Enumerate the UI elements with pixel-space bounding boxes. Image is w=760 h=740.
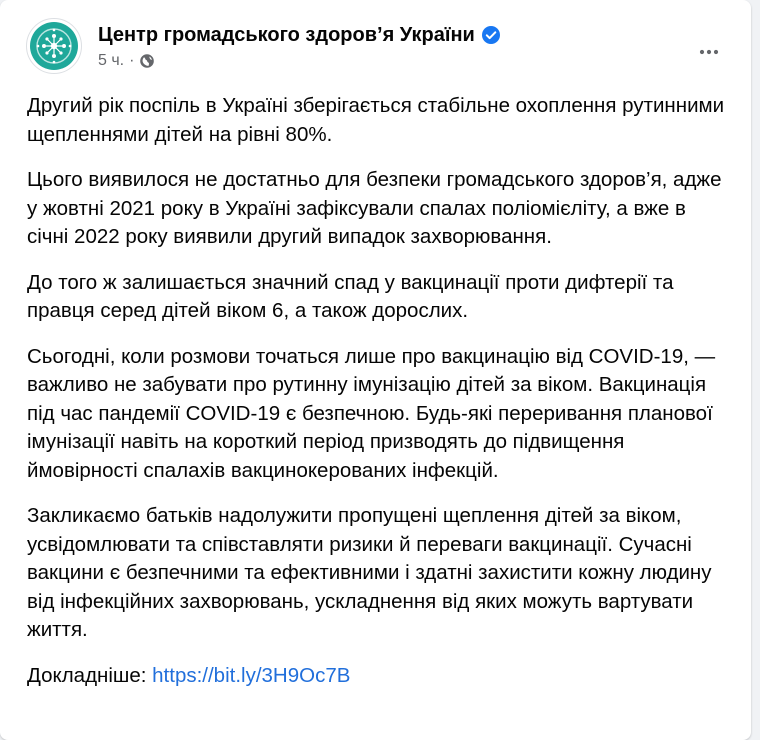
- post-paragraph: До того ж залишається значний спад у вакцинації проти дифтерії та правця серед дітей віком 6, а також дорослих.: [27, 270, 674, 322]
- post-header: [26, 14, 739, 78]
- post-timestamp[interactable]: 5 ч.: [98, 52, 125, 69]
- post-link[interactable]: https://bit.ly/3H9Oc7B: [152, 663, 351, 687]
- post-paragraph: Сьогодні, коли розмови точаться лише про вакцинацію від COVID-19, — важливо не забувати про рутинну імунізацію дітей за віком. Вакцинація під час пандемії COVID-19 є безпечною. Будь-які переривання планової імунізації навіть на короткий період призводять до підвищення ймовірності спалахів вакцинокерованих інфекцій.: [27, 344, 716, 482]
- post-meta: [98, 52, 501, 70]
- more-options-button[interactable]: [691, 34, 727, 70]
- meta-separator: ·: [129, 52, 135, 69]
- globe-icon[interactable]: [139, 53, 155, 69]
- more-options-icon: [697, 40, 721, 64]
- post-paragraph: Цього виявилося не достатньо для безпеки громадського здоров’я, адже у жовтні 2021 року в Україні зафіксували спалах поліомієліту, а вже в січні 2022 року виявили другий випадок захворювання.: [27, 168, 722, 248]
- page-avatar[interactable]: [26, 18, 82, 74]
- more-info-label: Докладніше:: [27, 663, 153, 687]
- page-name-row: [98, 22, 501, 48]
- header-text: [98, 22, 501, 70]
- phc-logo-icon: [27, 19, 81, 73]
- page-name[interactable]: Центр громадського здоров’я України: [98, 23, 475, 46]
- verified-badge-icon: [481, 25, 501, 45]
- post-body: [27, 92, 727, 707]
- post-paragraph: Другий рік поспіль в Україні зберігається стабільне охоплення рутинними щепленнями дітей на рівні 80%.: [27, 94, 725, 146]
- post-paragraph: Закликаємо батьків надолужити пропущені щеплення дітей за віком, усвідомлювати та співставляти ризики й переваги вакцинації. Сучасні вакцини є безпечними та ефективними і здатні захистити кожну людину від інфекційних захворювань, ускладнення від яких можуть вартувати життя.: [27, 504, 712, 641]
- more-info-line: [27, 662, 727, 691]
